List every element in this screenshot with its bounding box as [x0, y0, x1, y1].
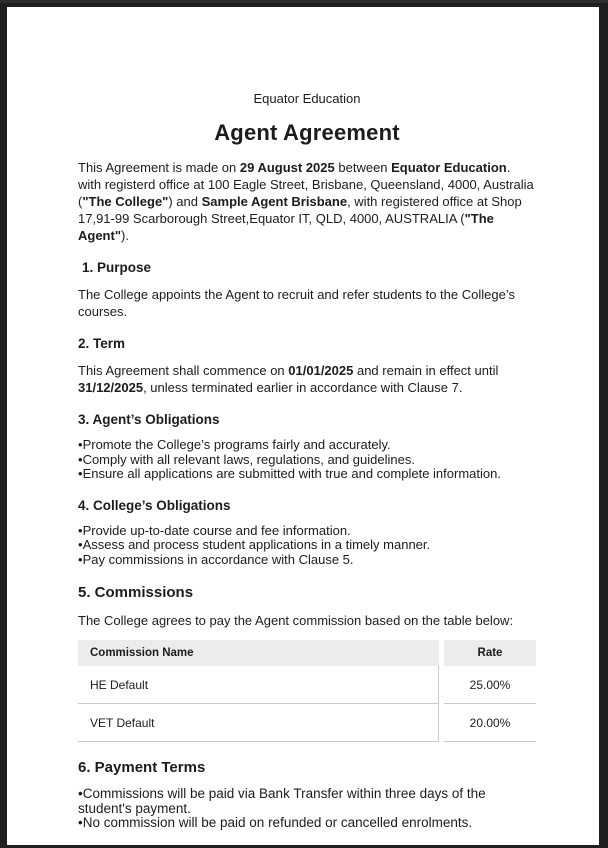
- agreement-date: 29 August 2025: [239, 160, 335, 175]
- section-commissions-body: The College agrees to pay the Agent commission based on the table below:: [78, 613, 514, 628]
- start-date: 01/01/2025: [288, 363, 354, 378]
- table-row: [78, 666, 536, 704]
- commission-name-cell: VET Default: [78, 704, 439, 742]
- end-date: 31/12/2025: [78, 380, 144, 395]
- section-term-body: This Agreement shall commence on 01/01/2025 and remain in effect until 31/12/2025, unless terminated earlier in accordance with Clause 7.: [78, 363, 499, 395]
- list-item: • Promote the College’s programs fairly and accurately.: [78, 438, 536, 453]
- agent-label: "The Agent": [78, 211, 494, 243]
- list-item: • Comply with all relevant laws, regulations, and guidelines.: [78, 453, 536, 468]
- intro-text: This Agreement is made on: [78, 160, 240, 175]
- intro-paragraph: This Agreement is made on 29 August 2025 between Equator Education. with registerd office at 100 Eagle Street, Brisbane, Queensland, 4000, Australia ("The College") and Sample Agent Brisbane, with registered office at Shop 17,91-99 Scarborough Street,Equator IT, QLD, 4000, AUSTRALIA ("The Agent").: [78, 160, 534, 243]
- list-item: • Commissions will be paid via Bank Transfer within three days of the student's payment.: [78, 787, 536, 816]
- table-row: [78, 704, 536, 742]
- college-name: Equator Education: [391, 160, 507, 175]
- agent-name: Sample Agent Brisbane: [201, 194, 348, 209]
- org-name: Equator Education: [253, 91, 361, 106]
- table-header-commission-name: Commission Name: [78, 640, 439, 666]
- list-item: • Ensure all applications are submitted with true and complete information.: [78, 467, 536, 482]
- list-item: • No commission will be paid on refunded or cancelled enrolments.: [78, 816, 536, 831]
- section-college-obligations-heading: 4. College’s Obligations: [78, 497, 231, 513]
- college-obligations-list: [78, 524, 536, 568]
- section-commissions-heading: 5. Commissions: [78, 584, 194, 601]
- college-label: "The College": [82, 194, 169, 209]
- commission-rate-cell: 25.00%: [444, 666, 536, 704]
- commission-name-cell: HE Default: [78, 666, 439, 704]
- table-header-row: [78, 640, 536, 666]
- list-item: • Provide up-to-date course and fee information.: [78, 524, 536, 539]
- section-purpose-heading: 1. Purpose: [82, 260, 152, 275]
- commission-rate-cell: 20.00%: [444, 704, 536, 742]
- section-term-heading: 2. Term: [78, 336, 126, 351]
- document-page: [7, 7, 599, 845]
- commission-table: [73, 640, 541, 742]
- agent-obligations-list: [78, 438, 536, 482]
- list-item: • Assess and process student applications in a timely manner.: [78, 538, 536, 553]
- page-title: Agent Agreement: [214, 120, 400, 145]
- section-purpose-body: The College appoints the Agent to recruit and refer students to the College’s courses.: [78, 287, 515, 319]
- payment-terms-list: [78, 787, 536, 831]
- list-item: • Pay commissions in accordance with Clause 5.: [78, 553, 536, 568]
- section-payment-terms-heading: 6. Payment Terms: [78, 759, 206, 776]
- section-agent-obligations-heading: 3. Agent’s Obligations: [78, 412, 220, 427]
- document-content: [7, 7, 599, 831]
- table-header-rate: Rate: [444, 640, 536, 666]
